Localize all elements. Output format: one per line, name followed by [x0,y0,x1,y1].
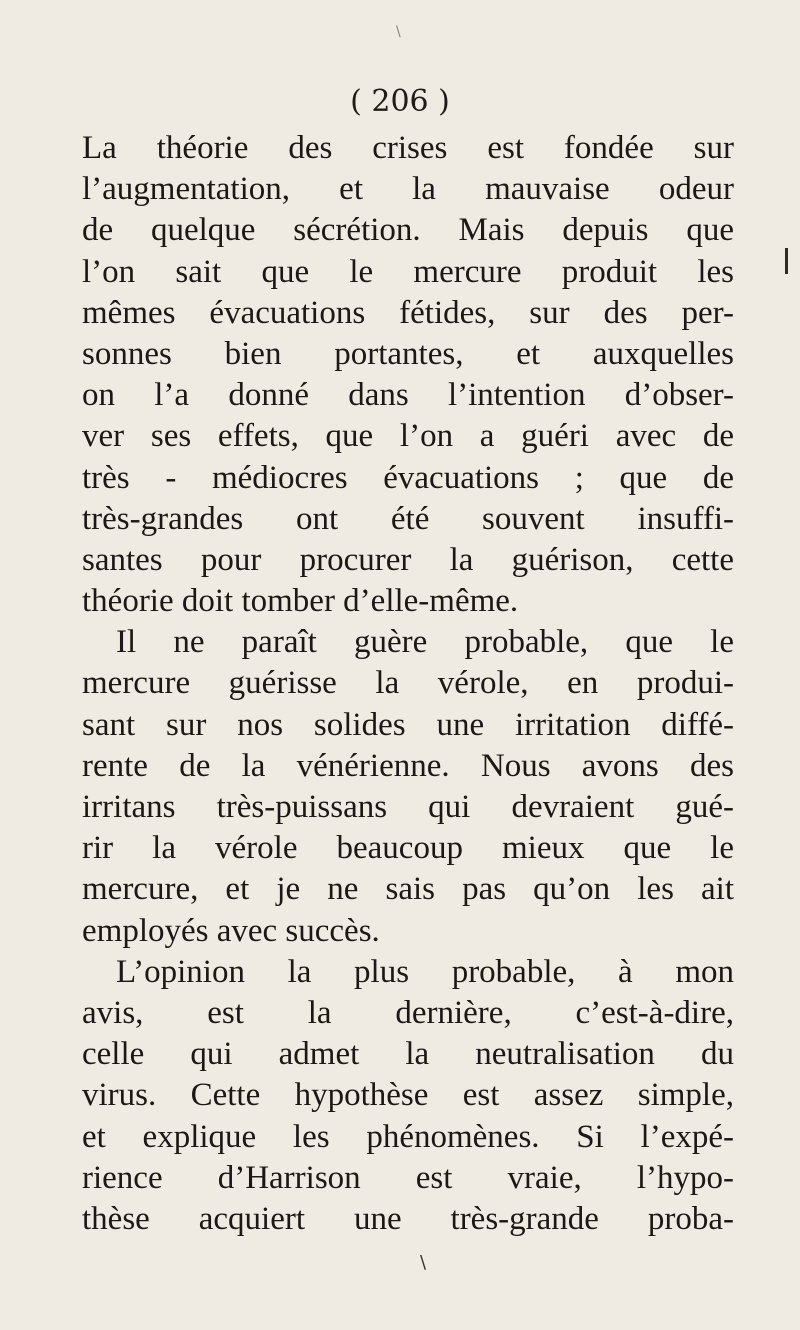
text-line: virus. Cette hypothèse est assez simple, [82,1077,734,1114]
text-line: et explique les phénomènes. Si l’expé- [82,1118,734,1155]
text-line: L’opinion la plus probable, à mon [116,953,734,990]
text-line: mercure, et je ne sais pas qu’on les ait [82,871,734,908]
text-line: rente de la vénérienne. Nous avons des [82,747,734,784]
text-line: sonnes bien portantes, et auxquelles [82,335,734,372]
text-line: de quelque sécrétion. Mais depuis que [82,212,734,249]
text-line: La théorie des crises est fondée sur [82,130,734,166]
text-line: rir la vérole beaucoup mieux que le [82,830,734,867]
body-text [82,128,734,1240]
text-line: thèse acquiert une très-grande proba- [82,1200,734,1237]
text-line: avis, est la dernière, c’est-à-dire, [82,994,734,1031]
text-line: théorie doit tomber d’elle-même. [82,583,519,620]
text-line: mercure guérisse la vérole, en produi- [82,665,734,702]
stray-mark-bottom: \ [420,1252,427,1273]
page-number: ( 206 ) [350,84,450,119]
text-line: sant sur nos solides une irritation diffé- [82,706,734,743]
text-line: très - médiocres évacuations ; que de [82,459,734,496]
text-line: mêmes évacuations fétides, sur des per- [82,294,734,331]
text-line: l’augmentation, et la mauvaise odeur [82,171,734,208]
margin-ink-mark [785,248,788,274]
text-line: on l’a donné dans l’intention d’obser- [82,377,734,414]
text-line: irritans très-puissans qui devraient gué- [82,789,734,825]
text-line: ver ses effets, que l’on a guéri avec de [82,418,734,455]
text-line: Il ne paraît guère probable, que le [116,624,734,661]
text-line: l’on sait que le mercure produit les [82,253,734,290]
text-line: celle qui admet la neutralisation du [82,1036,734,1073]
text-line: rience d’Harrison est vraie, l’hypo- [82,1159,734,1196]
text-line: très-grandes ont été souvent insuffi- [82,500,734,537]
text-line: employés avec succès. [82,912,380,949]
text-line: santes pour procurer la guérison, cette [82,541,734,578]
stray-mark-top: \ [396,24,401,40]
